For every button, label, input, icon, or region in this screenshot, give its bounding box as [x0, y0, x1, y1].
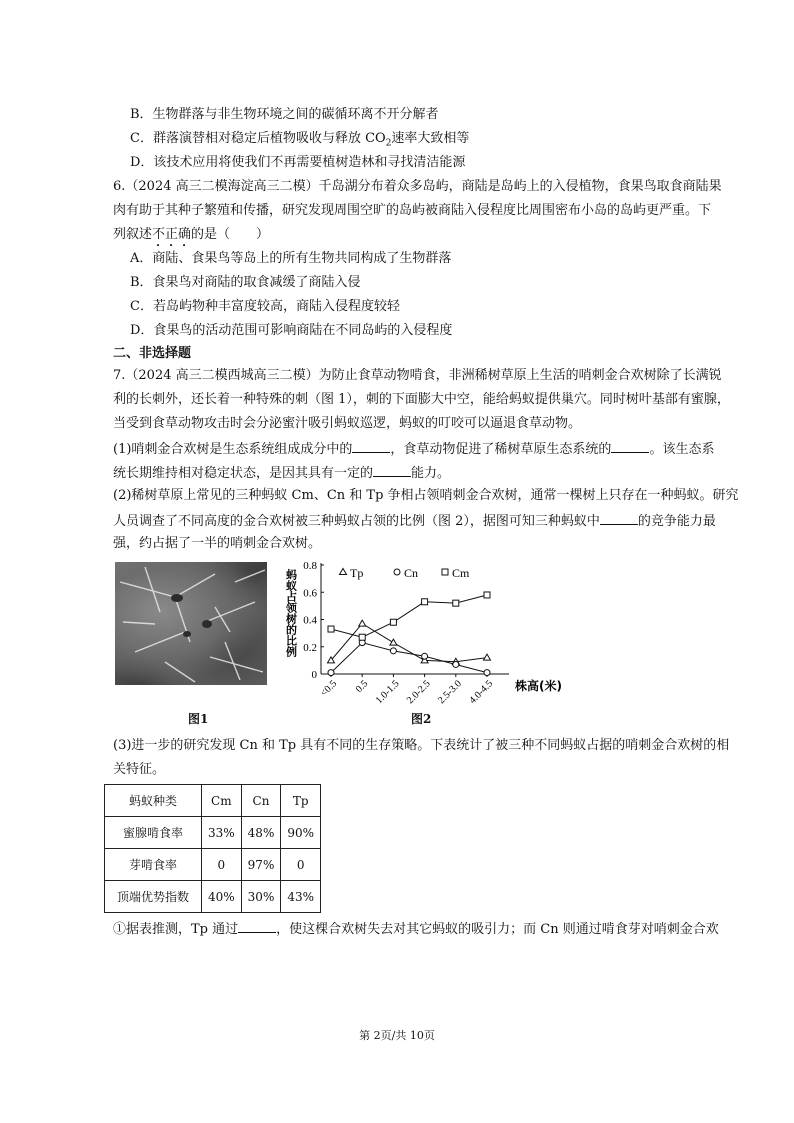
table-row: [105, 881, 321, 913]
y-tick-label: 0.8: [303, 560, 317, 572]
q7-part2-line1: (2)稀树草原上常见的三种蚂蚁 Cm、Cn 和 Tp 争相占领哨刺金合欢树，通常一棵树上只存在一种蚂蚁。研究: [113, 488, 739, 503]
data-point-cn: [328, 670, 334, 676]
table-header-cell: Tp: [281, 785, 321, 817]
q7-part3-question: ①据表推测，Tp 通过 ，使这棵合欢树失去对其它蚂蚁的吸引力；而 Cn 则通过啃食芽对哨刺金合欢: [113, 918, 719, 940]
q7-part2-line2: 人员调查了不同高度的金合欢树被三种蚂蚁占领的比例（图 2），据图可知三种蚂蚁中 的竞争能力最: [113, 510, 716, 532]
q6-option-b: B．食果鸟对商陆的取食减缓了商陆入侵: [130, 275, 361, 290]
table-cell: 90%: [281, 817, 321, 849]
table-cell: 43%: [281, 881, 321, 913]
x-tick-label: 2.5-3.0: [436, 678, 464, 707]
data-point-cm: [390, 619, 396, 625]
section-title: 二、非选择题: [113, 346, 192, 361]
series-line-cn: [331, 643, 487, 673]
data-point-cn: [390, 648, 396, 654]
q7-part2-line3: 强，约占据了一半的哨刺金合欢树。: [113, 536, 322, 551]
legend-marker-cm: [442, 569, 448, 575]
data-point-cm: [422, 599, 428, 605]
q7-part1-line2: 统长期维持相对稳定状态，是因其具有一定的 能力。: [113, 462, 450, 484]
table-header-cell: Cm: [202, 785, 242, 817]
table-cell: 33%: [202, 817, 242, 849]
q6-stem-line1: 6.（2024 高三二模海淀高三二模）千岛湖分布着众多岛屿，商陆是岛屿上的入侵植物，食果鸟取食商陆果: [113, 179, 722, 194]
q6-stem-line2: 肉有助于其种子繁殖和传播，研究发现周围空旷的岛屿被商陆入侵程度比周围密布小岛的岛屿更严重。下: [113, 203, 712, 218]
q7-part1-line1: (1)哨刺金合欢树是生态系统组成成分中的 ，食草动物促进了稀树草原生态系统的 。该生态系: [113, 438, 714, 460]
y-axis-label: 蚂蚁占领树的比例: [284, 569, 298, 657]
q5-option-b: B．生物群落与非生物环境之间的碳循环离不开分解者: [130, 107, 439, 122]
y-tick-label: 0.2: [303, 641, 317, 654]
page-footer: 第 2页/共 10页: [359, 1029, 435, 1042]
data-point-cn: [484, 670, 490, 676]
x-tick-label: 4.0-4.5: [467, 678, 496, 707]
table-cell: 蜜腺啃食率: [105, 817, 202, 849]
x-tick-label: 2.0-2.5: [404, 678, 433, 707]
data-point-cm: [453, 600, 459, 606]
data-point-tp: [390, 639, 397, 645]
legend-label-cn: Cn: [404, 566, 419, 580]
series-line-tp: [331, 624, 487, 662]
table-cell: 0: [202, 849, 242, 881]
data-point-tp: [484, 654, 491, 660]
q6-option-c: C．若岛屿物种丰富度较高，商陆入侵程度较轻: [130, 299, 400, 314]
table-cell: 97%: [241, 849, 281, 881]
q6-option-a: A．商陆、食果鸟等岛上的所有生物共同构成了生物群落: [130, 251, 452, 266]
table-header-cell: Cn: [241, 785, 281, 817]
answer-blank[interactable]: [238, 918, 276, 933]
q6-stem-line3: 列叙述不正确的是（ ）: [113, 227, 270, 242]
table-cell: 48%: [241, 817, 281, 849]
ant-occupancy-chart: [275, 557, 575, 707]
figure1-caption: 图1: [188, 712, 209, 726]
y-tick-label: 0.4: [303, 614, 317, 627]
data-point-cn: [453, 661, 459, 667]
answer-blank[interactable]: [373, 462, 411, 477]
x-tick-label: <0.5: [318, 678, 340, 699]
q7-stem-line2: 利的长刺外，还长着一种特殊的刺（图 1），刺的下面膨大中空，能给蚂蚁提供巢穴。同时树叶基部有蜜腺，: [113, 392, 730, 407]
legend-label-tp: Tp: [350, 566, 364, 580]
table-header-row: [105, 785, 321, 817]
legend-marker-cn: [394, 569, 400, 575]
data-point-tp: [359, 620, 366, 626]
table-row: [105, 817, 321, 849]
data-point-cm: [484, 592, 490, 598]
x-tick-label: 1.0-1.5: [373, 678, 402, 707]
q6-option-d: D．食果鸟的活动范围可影响商陆在不同岛屿的入侵程度: [130, 323, 453, 338]
x-axis-label: 株高(米): [515, 679, 562, 693]
q5-option-d: D．该技术应用将使我们不再需要植树造林和寻找清洁能源: [130, 155, 466, 170]
y-tick-label: 0.6: [303, 587, 317, 600]
legend-marker-tp: [340, 569, 347, 575]
q7-stem-line3: 当受到食草动物攻击时会分泌蜜汁吸引蚂蚁巡逻，蚂蚁的叮咬可以逼退食草动物。: [113, 416, 582, 431]
x-tick-label: 0.5: [353, 678, 371, 695]
q7-part3-line1: (3)进一步的研究发现 Cn 和 Tp 具有不同的生存策略。下表统计了被三种不同蚂蚁占据的哨刺金合欢树的相: [113, 738, 730, 753]
answer-blank[interactable]: [600, 510, 638, 525]
acacia-thorn-photo: [115, 562, 267, 685]
table-cell: 40%: [202, 881, 242, 913]
q5-option-c: C．群落演替相对稳定后植物吸收与释放 $CO_2$速率大致相等: [130, 131, 470, 149]
table-cell: 0: [281, 849, 321, 881]
answer-blank[interactable]: [352, 438, 390, 453]
table-row: [105, 849, 321, 881]
data-point-cm: [328, 626, 334, 632]
ant-feature-table: [104, 784, 321, 913]
legend-label-cm: Cm: [452, 566, 470, 580]
series-line-cm: [331, 595, 487, 637]
data-point-cm: [359, 634, 365, 640]
data-point-cn: [422, 653, 428, 659]
q7-part3-line2: 关特征。: [113, 762, 166, 777]
table-header-cell: 蚂蚁种类: [105, 785, 202, 817]
table-cell: 芽啃食率: [105, 849, 202, 881]
q7-stem-line1: 7.（2024 高三二模西城高三二模）为防止食草动物啃食，非洲稀树草原上生活的哨刺金合欢树除了长满锐: [113, 368, 722, 383]
table-cell: 顶端优势指数: [105, 881, 202, 913]
y-tick-label: 0: [311, 669, 317, 681]
figure2-caption: 图2: [411, 712, 432, 726]
answer-blank[interactable]: [611, 438, 649, 453]
table-cell: 30%: [241, 881, 281, 913]
